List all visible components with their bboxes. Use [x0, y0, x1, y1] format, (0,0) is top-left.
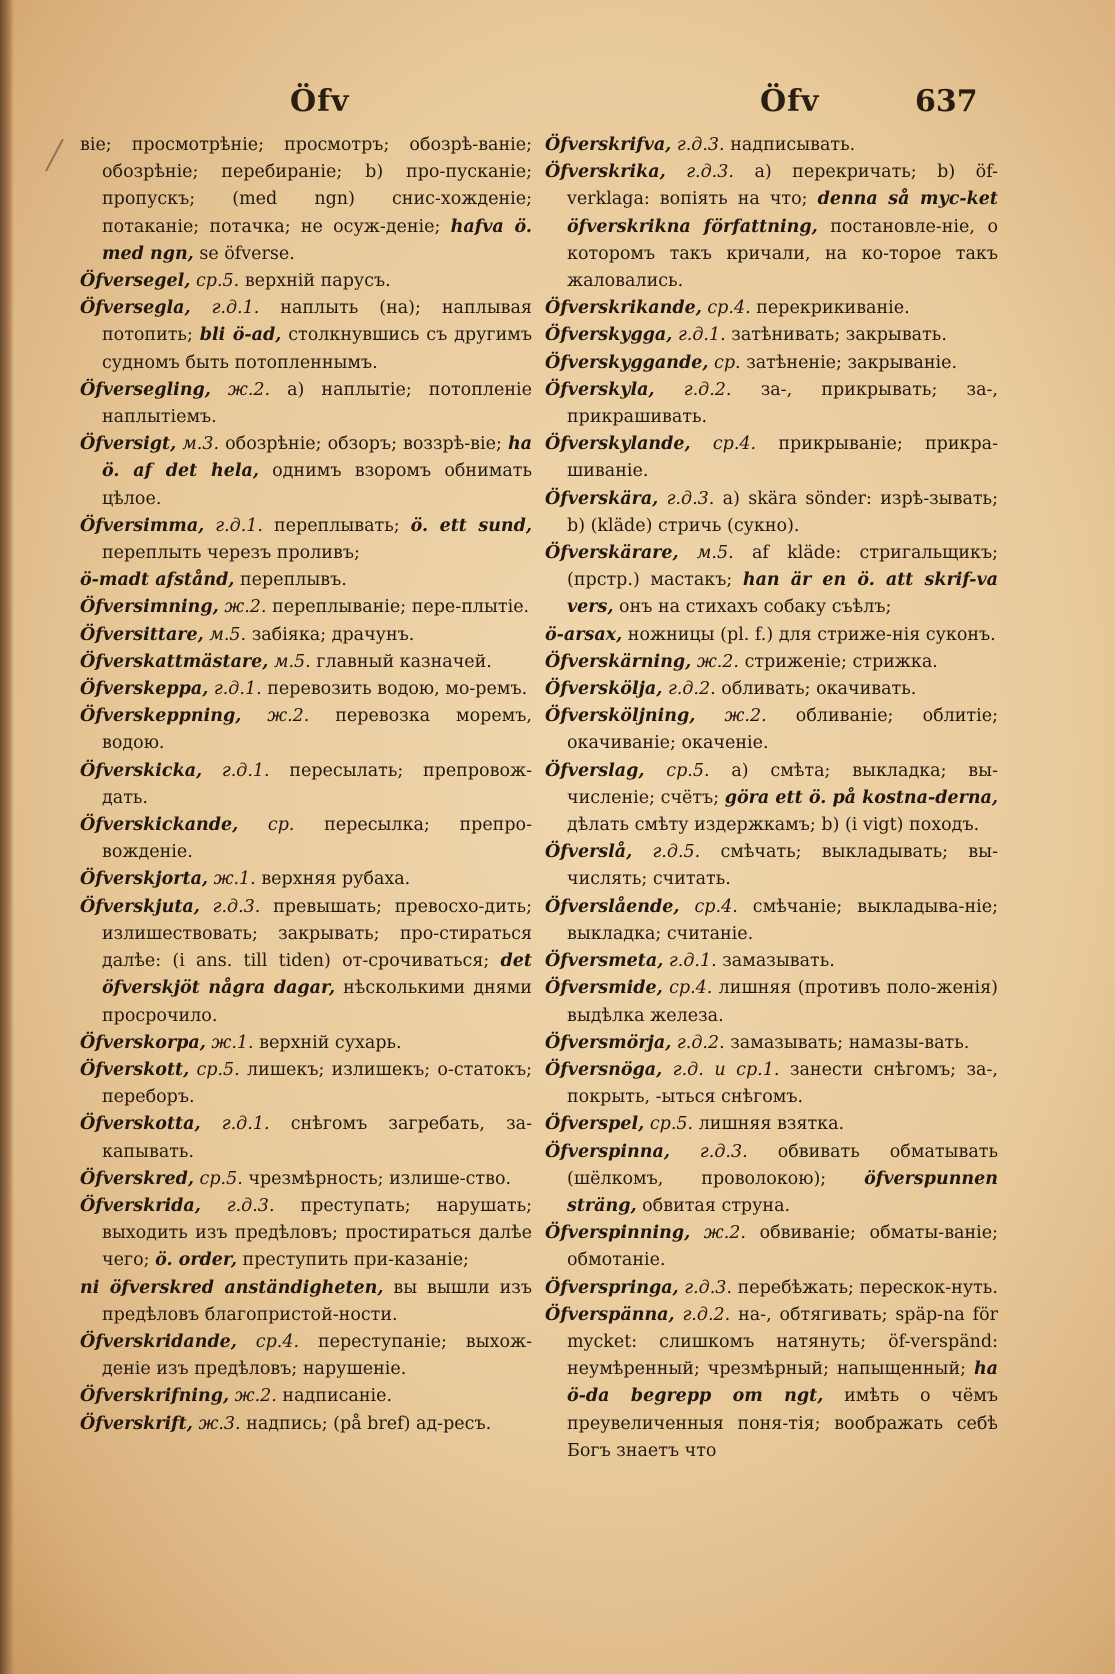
entry-headword: Öfversittare, [80, 624, 204, 645]
entry-definition: обвивать обматывать (шёлкомъ, проволокою); [567, 1141, 998, 1189]
entry-headword: Öfverskeppa, [80, 679, 209, 700]
entry-definition: переплывать; [273, 515, 400, 536]
dictionary-entry [80, 812, 532, 866]
entry-example: ha ö-da begrepp om ngt, [567, 1359, 998, 1407]
entry-headword: Öfverskylande, [545, 434, 691, 455]
entry-definition: стриженіе; стрижка. [744, 651, 938, 672]
entry-headword: Öfverskred, [80, 1168, 194, 1189]
entry-grammar-label: г.д.2. [682, 1304, 731, 1325]
entry-headword: Öfverskridande, [80, 1331, 237, 1352]
entry-headword: Öfverskrika, [545, 162, 666, 183]
entry-grammar-label: г.д.3. [684, 1277, 732, 1298]
entry-definition: надписаніе. [282, 1386, 393, 1407]
running-header-right: Öfv [760, 84, 820, 119]
entry-definition: замазывать. [722, 951, 835, 972]
entry-definition: прикрываніе; прикра-шиваніе. [567, 434, 998, 482]
entry-headword: Öfverskotta, [80, 1114, 201, 1135]
dictionary-entry [545, 1111, 998, 1138]
entry-headword: Öfverskattmästare, [80, 651, 269, 672]
entry-headword: Öfverslå, [545, 842, 633, 863]
entry-definition: віе; просмотрѣніе; просмотръ; обозрѣ-ваніе; обозрѣніе; перебираніе; b) про-пусканіе; пропускъ; (med ngn) снис-хожденіе; потаканіе; потачка; не осуж-деніе; [80, 135, 532, 237]
entry-grammar-label: ср.5. [199, 1168, 243, 1189]
dictionary-entry [545, 975, 998, 1029]
entry-definition: переплываніе; пере-плытіе. [272, 597, 530, 618]
entry-translation: se öfverse. [199, 243, 295, 264]
entry-grammar-label: ж.2. [696, 651, 739, 672]
entry-definition: a) перекричать; b) öf-verklaga: вопіять на что; [567, 162, 998, 210]
entry-definition: верхній сухарь. [259, 1032, 402, 1053]
entry-definition: смѣчать; выкладывать; вы-числять; считать. [567, 842, 998, 890]
entry-grammar-label: г.д.1. [213, 679, 262, 700]
dictionary-entry [80, 268, 532, 295]
entry-definition: обливать; окачивать. [721, 679, 917, 700]
entry-example: ö. ett sund, [410, 515, 532, 536]
entry-example: ö-arsax, [545, 624, 623, 645]
entry-grammar-label: г.д.1. [211, 298, 260, 319]
entry-definition: перевозить водою, мо-ремъ. [267, 679, 528, 700]
entry-headword: Öfversköljning, [545, 706, 696, 727]
right-column [545, 132, 998, 1465]
dictionary-entry [545, 540, 998, 622]
dictionary-entry [80, 1193, 532, 1275]
entry-headword: Öfverskölja, [545, 679, 663, 700]
entry-headword: Öfversimma, [80, 515, 205, 536]
entry-headword: Öfverskyggande, [545, 352, 709, 373]
entry-headword: Öfverskärare, [545, 543, 679, 564]
page-number: 637 [915, 84, 978, 119]
dictionary-entry [80, 622, 532, 649]
running-header-left: Öfv [290, 84, 350, 119]
entry-grammar-label: г.д.1. [215, 515, 263, 536]
entry-grammar-label: ж.2. [267, 706, 310, 727]
entry-definition: a) skära sönder: изрѣ-зывать; b) (kläde) стричь (сукно). [567, 488, 998, 536]
dictionary-entry [545, 1139, 998, 1221]
dictionary-entry [80, 1383, 532, 1410]
entry-translation: нѣсколькими днями просрочило. [102, 978, 532, 1026]
entry-definition: преступать; нарушать; выходить изъ предѣловъ; простираться далѣе чего; [102, 1195, 532, 1271]
entry-headword: Öfverskygga, [545, 325, 673, 346]
entry-definition: забіяка; драчунъ. [251, 624, 415, 645]
entry-grammar-label: ж.2. [234, 1386, 277, 1407]
entry-definition: лишекъ; излишекъ; о-статокъ; переборъ. [102, 1059, 532, 1108]
dictionary-entry [80, 1057, 532, 1111]
dictionary-entry [545, 431, 998, 485]
entry-headword: Öfverslående, [545, 896, 680, 917]
entry-headword: Öfverskicka, [80, 760, 203, 781]
entry-grammar-label: ср.4. [255, 1331, 300, 1352]
entry-grammar-label: г.д.1. [221, 760, 270, 781]
dictionary-entry [545, 1220, 998, 1274]
dictionary-entry [545, 295, 998, 322]
entry-grammar-label: м.5. [696, 543, 734, 564]
entry-definition: перевозка моремъ, водою. [102, 706, 532, 754]
entry-example: bli ö-ad, [199, 325, 282, 346]
dictionary-entry [80, 676, 532, 703]
dictionary-entry [545, 1302, 998, 1465]
entry-example: det öfverskjöt några dagar, [102, 951, 532, 999]
entry-definition: надпись; (på bref) ад-ресъ. [246, 1413, 492, 1434]
entry-headword: Öfverskeppning, [80, 706, 242, 727]
dictionary-entry [80, 567, 532, 594]
entry-grammar-label: г.д. и ср.1. [672, 1059, 780, 1080]
entry-definition: af kläde: стригальщикъ; (прстр.) мастакъ; [567, 543, 998, 591]
entry-translation: переплывъ. [239, 570, 347, 591]
entry-definition: a) наплытіе; потопленіе наплытіемъ. [102, 379, 532, 428]
entry-definition: лишняя взятка. [698, 1114, 845, 1135]
entry-headword: Öfverspinna, [545, 1141, 670, 1162]
entry-grammar-label: ж.1. [213, 869, 256, 890]
dictionary-entry [545, 703, 998, 757]
entry-translation: преступить при-казаніе; [242, 1250, 469, 1271]
entry-grammar-label: г.д.2. [667, 679, 716, 700]
entry-headword: Öfversnöga, [545, 1059, 663, 1080]
entry-example: göra ett ö. på kostna-derna, [724, 787, 998, 808]
entry-grammar-label: ср.4. [669, 978, 713, 999]
entry-grammar-label: г.д.3. [212, 896, 261, 917]
entry-headword: Öfverskott, [80, 1059, 190, 1080]
entry-definition: пересылать; препровож-дать. [102, 760, 532, 808]
entry-definition: затѣнивать; закрывать. [731, 325, 947, 346]
entry-headword: Öfverspringa, [545, 1277, 679, 1298]
entry-grammar-label: ср. [267, 815, 295, 836]
dictionary-entry [80, 431, 532, 513]
entry-translation: переплыть черезъ проливъ; [102, 543, 360, 564]
entry-headword: Öfversimning, [80, 597, 219, 618]
dictionary-entry [80, 1275, 532, 1329]
entry-definition: лишняя (противъ поло-женія) выдѣлка железа. [567, 978, 998, 1026]
entry-headword: Öfverspinning, [545, 1223, 691, 1244]
entry-grammar-label: ср.4. [694, 896, 738, 917]
entry-headword: Öfverskrifning, [80, 1386, 230, 1407]
entry-headword: Öfverskrifva, [545, 135, 672, 155]
entry-definition: верхній парусъ. [244, 271, 391, 292]
entry-grammar-label: ж.2. [724, 706, 767, 727]
entry-example: ni öfverskred anständigheten, [80, 1277, 384, 1298]
entry-translation: столкнувшись съ другимъ судномъ быть потопленнымъ. [102, 325, 532, 373]
dictionary-entry [80, 513, 532, 567]
entry-example: öfverspunnen sträng, [567, 1168, 998, 1216]
entry-example: ö-madt afstånd, [80, 570, 235, 591]
dictionary-entry [80, 594, 532, 621]
entry-definition: пересылка; препро-вожденіе. [102, 815, 532, 863]
dictionary-entry [545, 758, 998, 840]
dictionary-entry [545, 350, 998, 377]
entry-headword: Öfverskickande, [80, 815, 239, 836]
entry-definition: переступаніе; выхож-деніе изъ предѣловъ; нарушеніе. [102, 1331, 532, 1380]
entry-headword: Öfverskrida, [80, 1195, 201, 1216]
entry-grammar-label: м.5. [273, 651, 311, 672]
entry-translation: дѣлать смѣту издержкамъ; b) (i vigt) походъ. [567, 815, 980, 836]
entry-example: denna så myc-ket öfverskrikna författning, [567, 189, 998, 237]
entry-headword: Öfversegla, [80, 298, 191, 319]
entry-definition: надписывать. [730, 135, 856, 155]
entry-grammar-label: ж.2. [227, 379, 271, 400]
entry-example: hafva ö. med ngn, [102, 216, 532, 264]
entry-definition: обливаніе; облитіе; окачиваніе; окаченіе. [567, 706, 998, 754]
entry-grammar-label: ср.5. [666, 760, 710, 781]
entry-grammar-label: г.д.1. [677, 325, 726, 346]
entry-headword: Öfversmörja, [545, 1032, 672, 1053]
entry-headword: Öfversigt, [80, 434, 177, 455]
dictionary-entry [545, 132, 998, 159]
entry-grammar-label: г.д.2. [683, 379, 732, 400]
dictionary-entry [545, 1275, 998, 1302]
entry-definition: a) смѣта; выкладка; вы-численіе; счётъ; [567, 760, 998, 808]
dictionary-entry [80, 1030, 532, 1057]
entry-grammar-label: м.3. [182, 434, 220, 455]
entry-definition: обозрѣніе; обзоръ; воззрѣ-віе; [225, 434, 502, 455]
dictionary-entry [80, 1166, 532, 1193]
entry-grammar-label: м.5. [209, 624, 247, 645]
dictionary-entry [80, 894, 532, 1030]
entry-grammar-label: г.д.1. [221, 1114, 270, 1135]
dictionary-entry [80, 758, 532, 812]
entry-grammar-label: ср.4. [712, 434, 757, 455]
entry-headword: Öfversegling, [80, 379, 211, 400]
dictionary-entry [80, 866, 532, 893]
entry-definition: превышать; превосхо-дить; излишествовать; закрывать; про-стираться далѣе: (i ans. till tiden) от-срочиваться; [102, 896, 532, 972]
entry-translation: однимъ взоромъ обнимать цѣлое. [102, 461, 532, 509]
entry-grammar-label: г.д.2. [676, 1032, 725, 1053]
entry-headword: Öfverskorpa, [80, 1032, 206, 1053]
entry-headword: Öfverspel, [545, 1114, 645, 1135]
entry-headword: Öfverskyla, [545, 379, 655, 400]
entry-grammar-label: ср.5. [196, 1059, 240, 1080]
entry-definition: за-, прикрывать; за-, прикрашивать. [567, 379, 998, 428]
dictionary-entry [545, 948, 998, 975]
entry-grammar-label: г.д.3. [666, 488, 715, 509]
dictionary-entry [545, 1030, 998, 1057]
pencil-mark [45, 139, 64, 172]
entry-headword: Öfversmide, [545, 978, 663, 999]
entry-translation: ножницы (pl. f.) для стриже-нія суконъ. [627, 624, 996, 645]
entry-headword: Öfverskärning, [545, 651, 692, 672]
page-binding-shadow [0, 0, 14, 1674]
entry-headword: Öfverskära, [545, 488, 659, 509]
entry-example: ha ö. af det hela, [102, 434, 532, 482]
dictionary-entry [545, 622, 998, 649]
dictionary-entry [545, 486, 998, 540]
entry-headword: Öfverslag, [545, 760, 645, 781]
dictionary-entry [545, 839, 998, 893]
entry-translation: имѣть о чёмъ преувеличенныя поня-тія; воображать себѣ Богъ знаетъ что [567, 1386, 998, 1461]
dictionary-entry [545, 159, 998, 295]
entry-grammar-label: г.д.5. [652, 842, 701, 863]
entry-grammar-label: г.д.3. [676, 135, 725, 155]
entry-headword: Öfversegel, [80, 271, 191, 292]
entry-definition: затѣненіе; закрываніе. [746, 352, 958, 373]
dictionary-entry [80, 295, 532, 377]
entry-grammar-label: г.д.3. [686, 162, 734, 183]
entry-definition: чрезмѣрность; излише-ство. [248, 1168, 512, 1189]
dictionary-entry [545, 894, 998, 948]
entry-headword: Öfverskrift, [80, 1413, 193, 1434]
dictionary-entry [545, 322, 998, 349]
dictionary-entry [545, 377, 998, 431]
entry-headword: Öfverskrikande, [545, 298, 702, 319]
entry-headword: Öfverspänna, [545, 1304, 675, 1325]
entry-grammar-label: г.д.1. [668, 951, 717, 972]
entry-definition: обвиваніе; обматы-ваніе; обмотаніе. [567, 1223, 998, 1271]
dictionary-entry [80, 703, 532, 757]
entry-definition: перебѣжать; перескок-нуть. [737, 1277, 998, 1298]
entry-definition: смѣчаніе; выкладыва-ніе; выкладка; считаніе. [567, 896, 998, 944]
entry-definition: перекрикиваніе. [756, 298, 910, 319]
entry-grammar-label: ср.4. [707, 298, 751, 319]
entry-grammar-label: г.д.3. [226, 1195, 275, 1216]
entry-definition: наплыть (на); наплывая потопить; [102, 298, 532, 346]
entry-translation: обвитая струна. [642, 1195, 791, 1216]
entry-grammar-label: ср. [714, 352, 741, 373]
entry-definition: на-, обтягивать; späp-na för mycket: слишкомъ натянуть; öf-verspänd: неумѣренный; чрезмѣрный; напыщенный; [567, 1304, 998, 1380]
entry-grammar-label: ж.1. [211, 1032, 254, 1053]
entry-headword: Öfversmeta, [545, 951, 664, 972]
entry-definition: верхняя рубаха. [261, 869, 411, 890]
entry-grammar-label: ср.5. [195, 271, 240, 292]
dictionary-entry [80, 1329, 532, 1383]
dictionary-entry [80, 1411, 532, 1438]
dictionary-entry [545, 676, 998, 703]
dictionary-entry [80, 377, 532, 431]
dictionary-entry [545, 1057, 998, 1111]
entry-grammar-label: ж.2. [703, 1223, 746, 1244]
dictionary-entry [80, 1111, 532, 1165]
entry-headword: Öfverskjorta, [80, 869, 209, 890]
entry-translation: вы вышли изъ предѣловъ благопристой-ности. [102, 1277, 532, 1325]
entry-definition: снѣгомъ загребать, за-капывать. [102, 1114, 532, 1162]
entry-grammar-label: ж.3. [198, 1413, 241, 1434]
entry-example: ö. order, [155, 1250, 237, 1271]
entry-grammar-label: г.д.3. [699, 1141, 748, 1162]
entry-grammar-label: ср.5. [649, 1114, 694, 1135]
dictionary-entry [545, 649, 998, 676]
entry-definition: занести снѣгомъ; за-, покрыть, -ыться снѣгомъ. [567, 1059, 998, 1108]
entry-grammar-label: ж.2. [224, 597, 267, 618]
entry-translation: онъ на стихахъ собаку съѣлъ; [619, 597, 892, 618]
entry-definition: главный казначей. [316, 651, 492, 672]
entry-example: han är en ö. att skrif-va vers, [567, 570, 998, 618]
dictionary-entry [80, 132, 532, 268]
dictionary-entry [80, 649, 532, 676]
entry-translation: постановле-ніе, о которомъ такъ кричали, на ко-торое такъ жаловались. [567, 216, 998, 292]
entry-headword: Öfverskjuta, [80, 896, 200, 917]
left-column [80, 132, 532, 1438]
entry-definition: замазывать; намазы-вать. [730, 1032, 970, 1053]
